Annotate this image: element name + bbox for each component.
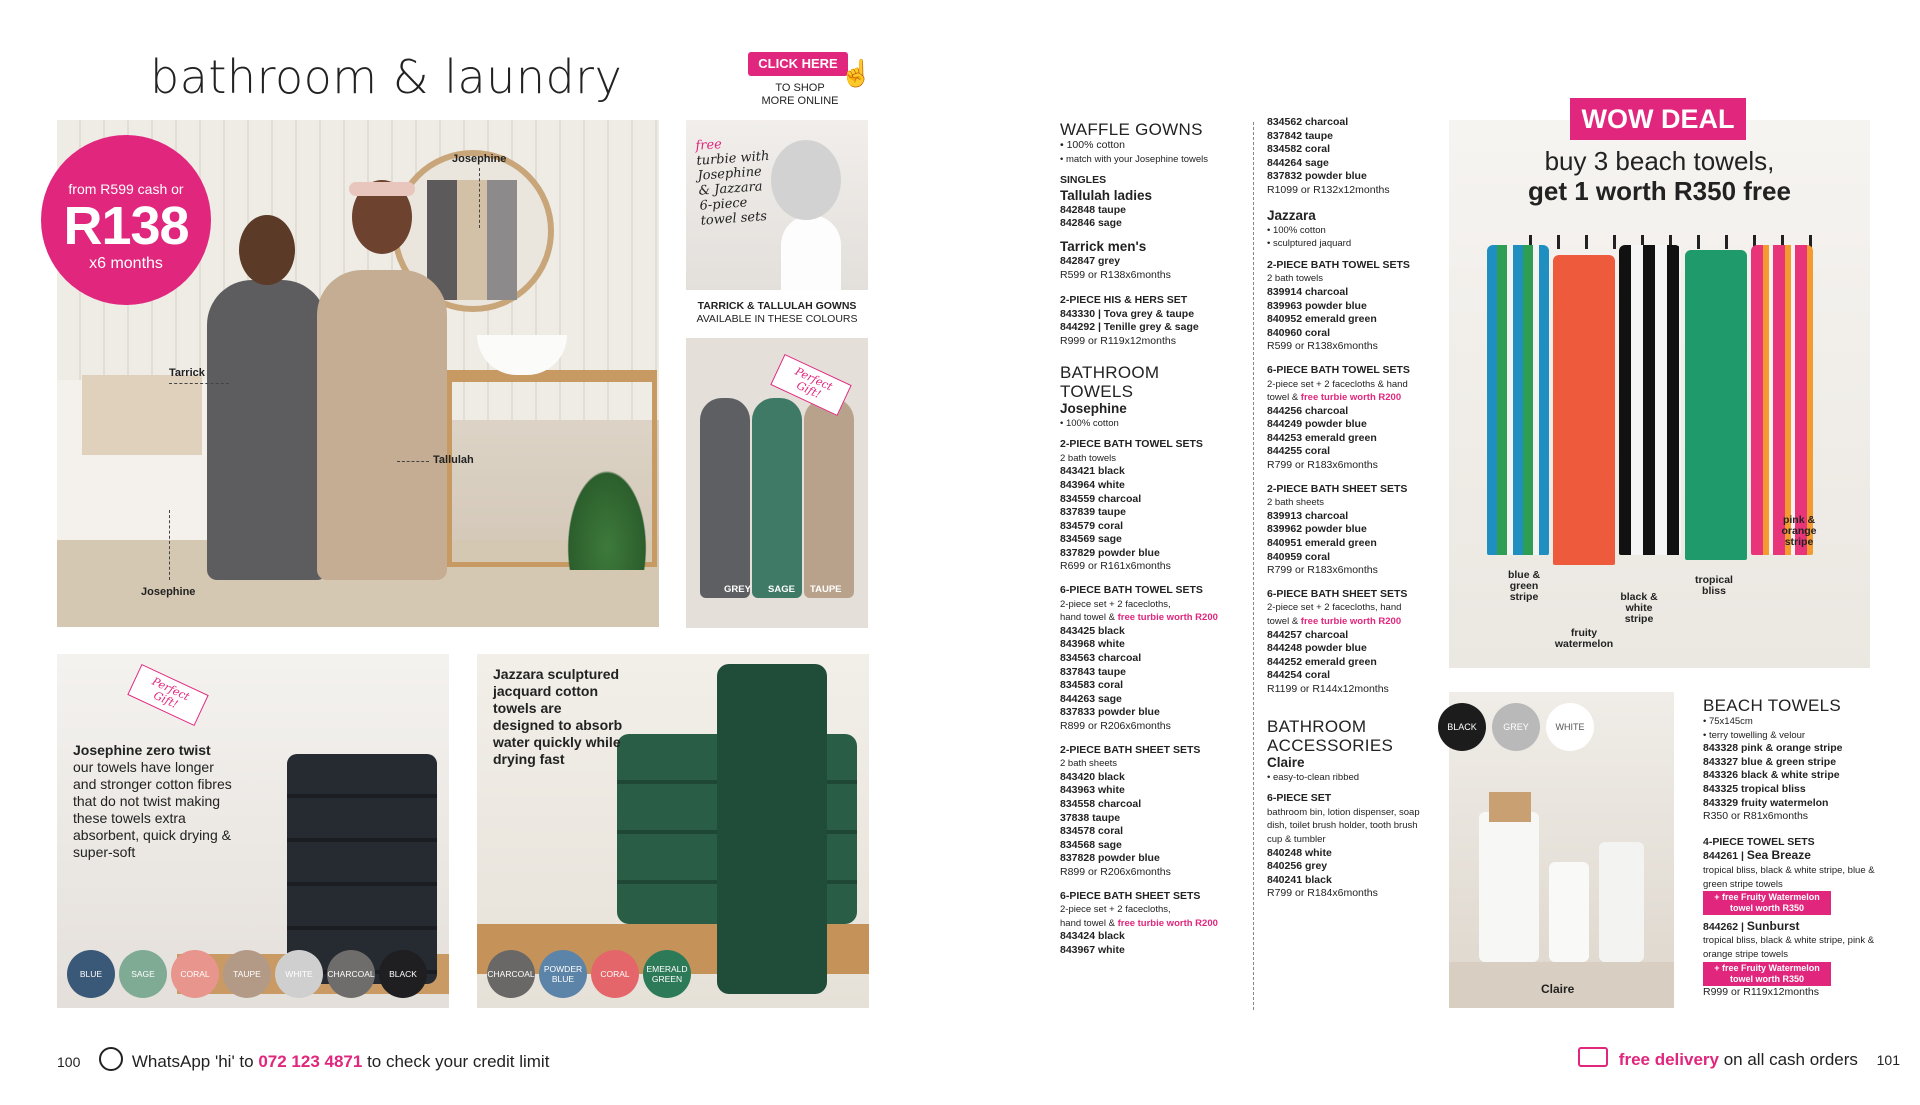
wow-deal-offer xyxy=(1449,146,1870,206)
swatch-charcoal: CHARCOAL xyxy=(327,950,375,998)
set-sub: tropical bliss, black & white stripe, blue & green stripe towels xyxy=(1703,864,1875,890)
accessories-heading-1: BATHROOM xyxy=(1267,716,1367,736)
pointer-hand-icon: ☝ xyxy=(840,58,873,88)
gowns-caption xyxy=(686,300,868,326)
product-code: 844264 sage xyxy=(1267,156,1329,169)
model-shoulders xyxy=(781,215,841,290)
gown-label-grey: GREY xyxy=(724,584,751,595)
sunburst-name: Sunburst xyxy=(1746,918,1800,933)
whatsapp-icon xyxy=(99,1047,123,1071)
gown-sage xyxy=(752,398,802,598)
turbie-photo xyxy=(686,120,868,290)
sunburst-line xyxy=(1703,920,1878,935)
product-code: 844255 coral xyxy=(1267,445,1331,458)
singles-heading: SINGLES xyxy=(1060,174,1107,187)
set-heading: 2-PIECE BATH TOWEL SETS xyxy=(1267,258,1410,271)
josephine-desc-body: our towels have longer and stronger cotton fibres that do not twist making these towels extra absorbent, quick drying & super-soft xyxy=(73,759,232,860)
jazzara-towels-photo xyxy=(477,654,869,1008)
gowns-caption-2: AVAILABLE IN THESE COLOURS xyxy=(696,313,858,325)
product-code: 834562 charcoal xyxy=(1267,116,1349,128)
swatch-powder-blue: POWDER BLUE xyxy=(539,950,587,998)
bullet: • sculptured jaquard xyxy=(1267,238,1352,250)
jazzara-description: Jazzara sculptured jacquard cotton towels are designed to absorb water quickly while drying fast xyxy=(493,666,623,767)
shop-note-line-1: TO SHOP xyxy=(775,82,825,94)
set-sub-text: towel & xyxy=(1267,616,1299,627)
label-tarrick: Tarrick xyxy=(169,367,205,379)
label-josephine-top: Josephine xyxy=(452,153,507,165)
product-code: 844248 powder blue xyxy=(1267,642,1367,655)
label-tropical: tropical bliss xyxy=(1695,574,1733,597)
set-heading: 2-PIECE BATH TOWEL SETS xyxy=(1060,438,1203,451)
product-code: 843421 black xyxy=(1060,465,1125,478)
set-heading: 4-PIECE TOWEL SETS xyxy=(1703,835,1815,848)
bullet: • 100% cotton xyxy=(1267,224,1326,236)
product-code: 834558 charcoal xyxy=(1060,797,1142,810)
product-code: 843325 tropical bliss xyxy=(1703,782,1806,795)
towel-tropical-bliss xyxy=(1685,250,1747,560)
swatch-sage: SAGE xyxy=(119,950,167,998)
swatch-black: BLACK xyxy=(379,950,427,998)
label-josephine-bottom: Josephine xyxy=(141,586,196,598)
turbie-line: towel sets xyxy=(700,209,768,229)
swatch-black: BLACK xyxy=(1438,703,1486,751)
wow-line-1: buy 3 beach towels, xyxy=(1544,146,1775,176)
product-code: 843330 | Tova grey & taupe xyxy=(1060,307,1195,320)
product-code: 834582 coral xyxy=(1267,143,1331,156)
price: R699 or R161x6months xyxy=(1060,560,1171,573)
product-code: 844263 sage xyxy=(1060,692,1122,705)
product-code: 839962 powder blue xyxy=(1267,523,1367,536)
callout-line xyxy=(169,383,229,384)
product-code: 834579 coral xyxy=(1060,519,1124,532)
set-sub: 2-piece set + 2 facecloths, xyxy=(1060,598,1171,610)
free-turbie-highlight: free turbie worth R200 xyxy=(1117,612,1218,624)
product-code: 837828 powder blue xyxy=(1060,852,1160,865)
product-code: 844262 | xyxy=(1703,920,1744,933)
beach-towels-heading: BEACH TOWELS xyxy=(1703,696,1842,715)
label-tallulah: Tallulah xyxy=(433,454,474,466)
product-code: 844256 charcoal xyxy=(1267,404,1349,417)
callout-line xyxy=(397,461,429,462)
set-heading: 2-PIECE BATH SHEET SETS xyxy=(1060,743,1201,756)
price: R799 or R183x6months xyxy=(1267,564,1378,577)
set-sub: 2 bath towels xyxy=(1060,452,1116,464)
swatch-emerald-green: EMERALD GREEN xyxy=(643,950,691,998)
product-code: 834568 sage xyxy=(1060,838,1122,851)
josephine-description xyxy=(73,742,233,861)
product-code: 834569 sage xyxy=(1060,533,1122,546)
free-towel-badge: + free Fruity Watermelon towel worth R350 xyxy=(1703,962,1831,986)
set-sub: 2-piece set + 2 facecloths, xyxy=(1060,904,1171,916)
price: R599 or R138x6months xyxy=(1060,268,1171,281)
bathroom-towels-heading-1: BATHROOM xyxy=(1060,362,1160,382)
set-sub-text: towel & xyxy=(1267,392,1299,404)
price-months: x6 months xyxy=(89,255,163,272)
whatsapp-pre: WhatsApp 'hi' to xyxy=(131,1052,254,1071)
jazzara-heading: Jazzara xyxy=(1267,207,1316,223)
product-column-2 xyxy=(1267,116,1432,901)
column-divider xyxy=(1253,122,1254,1010)
turbie-offer xyxy=(695,133,781,228)
set-sub-text: hand towel & xyxy=(1060,917,1115,929)
page-number-left: 100 xyxy=(57,1054,81,1070)
shop-note-line-2: MORE ONLINE xyxy=(761,95,839,107)
swatch-blue: BLUE xyxy=(67,950,115,998)
folded-towel xyxy=(82,375,202,455)
green-hanging-towel xyxy=(717,664,827,994)
product-code: 840960 coral xyxy=(1267,326,1331,339)
product-code: 842848 taupe xyxy=(1060,203,1126,216)
gown-taupe xyxy=(804,398,854,598)
product-code: 843329 fruity watermelon xyxy=(1703,796,1829,809)
product-code: 837843 taupe xyxy=(1060,665,1126,678)
product-code: 37838 taupe xyxy=(1060,811,1121,824)
label-black-white: black & white stripe xyxy=(1620,591,1658,625)
callout-line xyxy=(169,510,170,580)
tumbler xyxy=(1599,842,1644,962)
tallulah-heading: Tallulah ladies xyxy=(1060,187,1153,203)
label-blue-green: blue & green stripe xyxy=(1507,569,1541,603)
set-sub xyxy=(1267,391,1432,405)
bullet: • 100% cotton xyxy=(1060,139,1125,151)
gowns-colours-photo xyxy=(686,338,868,628)
swatch-coral: CORAL xyxy=(171,950,219,998)
bin-lid xyxy=(1489,792,1531,822)
black-towel-stack xyxy=(287,754,437,984)
product-code: 844292 | Tenille grey & sage xyxy=(1060,321,1199,334)
sea-breaze-name: Sea Breaze xyxy=(1746,848,1811,863)
towel-fruity-watermelon xyxy=(1553,255,1615,565)
beach-towels-column xyxy=(1703,692,1878,1000)
product-code: 844261 | xyxy=(1703,850,1744,863)
turbie-free: free xyxy=(694,137,723,154)
product-code: 843326 black & white stripe xyxy=(1703,769,1840,782)
product-code: 840952 emerald green xyxy=(1267,313,1377,326)
turbie-line: Josephine xyxy=(697,164,763,184)
product-code: 844253 emerald green xyxy=(1267,431,1377,444)
price: R599 or R138x6months xyxy=(1267,340,1378,353)
josephine-towels-photo xyxy=(57,654,449,1008)
plant xyxy=(562,460,652,570)
product-code: 844257 charcoal xyxy=(1267,628,1349,641)
bullet: • easy-to-clean ribbed xyxy=(1267,771,1360,783)
product-code: 842847 grey xyxy=(1060,254,1121,267)
label-fruity: fruity watermelon xyxy=(1554,627,1614,650)
sea-breaze-line xyxy=(1703,849,1878,864)
product-code: 839963 powder blue xyxy=(1267,299,1367,312)
swatch-taupe: TAUPE xyxy=(223,950,271,998)
price-from: from R599 cash or xyxy=(68,181,184,197)
product-code: 844252 emerald green xyxy=(1267,655,1377,668)
accessories-heading-2: ACCESSORIES xyxy=(1267,735,1394,755)
grey-gown-model xyxy=(207,280,327,580)
swatch-white: WHITE xyxy=(275,950,323,998)
set-sub xyxy=(1267,615,1432,629)
price-badge xyxy=(41,135,211,305)
product-code: 834583 coral xyxy=(1060,679,1124,692)
product-code: 840241 black xyxy=(1267,873,1332,886)
price: R1199 or R144x12months xyxy=(1267,682,1389,695)
product-code: 834578 coral xyxy=(1060,825,1124,838)
towel-blue-green xyxy=(1487,245,1549,555)
free-turbie-highlight: free turbie worth R200 xyxy=(1300,392,1402,404)
set-sub: 2-piece set + 2 facecloths, hand xyxy=(1267,602,1402,614)
set-sub-text: hand towel & xyxy=(1060,612,1115,624)
product-code: 843420 black xyxy=(1060,770,1125,783)
product-code: 834563 charcoal xyxy=(1060,652,1142,665)
model-head xyxy=(239,215,295,285)
set-sub xyxy=(1060,917,1245,931)
bullet: • 75x145cm xyxy=(1703,716,1753,727)
set-sub xyxy=(1060,611,1245,625)
product-code: 837833 powder blue xyxy=(1060,706,1160,719)
callout-line xyxy=(479,168,480,228)
page-title: bathroom & laundry xyxy=(150,50,623,104)
claire-heading: Claire xyxy=(1267,754,1305,770)
bathroom-towels-heading-2: TOWELS xyxy=(1060,381,1134,401)
towel-pink-orange xyxy=(1751,245,1813,555)
bullet: • terry towelling & velour xyxy=(1703,729,1806,741)
product-code: 839913 charcoal xyxy=(1267,509,1349,522)
price: R899 or R206x6months xyxy=(1060,720,1171,732)
turbie-line: 6-piece xyxy=(699,195,748,214)
product-code: 837832 powder blue xyxy=(1267,170,1367,183)
waffle-gowns-heading: WAFFLE GOWNS xyxy=(1060,120,1203,139)
towel-black-white xyxy=(1619,245,1681,555)
gown-grey xyxy=(700,398,750,598)
product-code: 843967 white xyxy=(1060,943,1125,956)
perfect-gift-tag: Perfect Gift! xyxy=(770,354,851,416)
set-heading: 6-PIECE SET xyxy=(1267,792,1332,805)
set-heading: 6-PIECE BATH SHEET SETS xyxy=(1060,889,1201,902)
josephine-desc-title: Josephine zero twist xyxy=(73,742,211,758)
free-turbie-highlight: free turbie worth R200 xyxy=(1300,616,1402,627)
set-sub: 2 bath sheets xyxy=(1267,497,1325,509)
price: R1099 or R132x12months xyxy=(1267,183,1390,196)
gowns-caption-1: TARRICK & TALLULAH GOWNS xyxy=(697,300,857,312)
taupe-gown-model xyxy=(317,270,447,580)
product-code: 837842 taupe xyxy=(1267,129,1333,142)
price: R799 or R184x6months xyxy=(1267,887,1378,900)
gown-label-sage: SAGE xyxy=(768,584,795,595)
set-sub: 2 bath sheets xyxy=(1060,758,1118,770)
swatch-white: WHITE xyxy=(1546,703,1594,751)
product-column-1 xyxy=(1060,116,1245,958)
product-code: 843964 white xyxy=(1060,478,1125,491)
product-code: 834559 charcoal xyxy=(1060,492,1142,505)
set-sub: 2-piece set + 2 facecloths & hand xyxy=(1267,378,1408,390)
set-heading: 6-PIECE BATH TOWEL SETS xyxy=(1060,584,1203,597)
set-sub: tropical bliss, black & white stripe, pink & orange stripe towels xyxy=(1703,935,1875,960)
click-here-button[interactable]: CLICK HERE xyxy=(748,52,848,76)
hanging-towels xyxy=(427,180,517,300)
tarrick-heading: Tarrick men's xyxy=(1060,238,1147,254)
swatch-coral: CORAL xyxy=(591,950,639,998)
product-code: 840959 coral xyxy=(1267,550,1331,563)
set-sub: bathroom bin, lotion dispenser, soap dish, toilet brush holder, tooth brush cup & tumbler xyxy=(1267,806,1420,845)
page-number-right: 101 xyxy=(1876,1052,1900,1068)
price: R999 or R119x12months xyxy=(1703,986,1819,999)
product-code: 843968 white xyxy=(1060,638,1125,651)
wow-line-2: get 1 worth R350 free xyxy=(1528,176,1791,206)
bin xyxy=(1479,812,1539,962)
product-code: 843327 blue & green stripe xyxy=(1703,755,1837,768)
turbie-line: turbie with xyxy=(696,148,770,169)
product-code: 839914 charcoal xyxy=(1267,285,1349,298)
footer-left xyxy=(57,1047,549,1072)
product-code: 843424 black xyxy=(1060,930,1125,943)
product-code: 840951 emerald green xyxy=(1267,537,1377,550)
footer-right xyxy=(1578,1047,1900,1070)
price: R999 or R119x12months xyxy=(1060,334,1176,347)
set-heading: 6-PIECE BATH TOWEL SETS xyxy=(1267,363,1410,376)
headband xyxy=(349,182,415,196)
product-code: 844254 coral xyxy=(1267,669,1331,682)
accessories-label: Claire xyxy=(1541,982,1575,996)
product-code: 843963 white xyxy=(1060,784,1125,797)
delivery-note: on all cash orders xyxy=(1723,1050,1858,1069)
price: R899 or R206x6months xyxy=(1060,865,1171,878)
product-code: 840248 white xyxy=(1267,846,1332,859)
dispenser xyxy=(1549,862,1589,962)
free-delivery: free delivery xyxy=(1618,1050,1719,1069)
set-heading: 2-PIECE HIS & HERS SET xyxy=(1060,294,1188,307)
perfect-gift-tag: Perfect Gift! xyxy=(127,664,208,726)
price-big: R138 xyxy=(63,196,189,256)
product-code: 842846 sage xyxy=(1060,217,1122,230)
product-code: 837839 taupe xyxy=(1060,506,1126,519)
price: R350 or R81x6months xyxy=(1703,810,1809,823)
set-sub: 2 bath towels xyxy=(1267,273,1323,285)
bullet: • match with your Josephine towels xyxy=(1060,153,1209,165)
turbie-line: & Jazzara xyxy=(698,179,764,199)
delivery-truck-icon xyxy=(1578,1047,1608,1067)
free-turbie-highlight: free turbie worth R200 xyxy=(1117,917,1218,929)
free-towel-badge: + free Fruity Watermelon towel worth R350 xyxy=(1703,891,1831,915)
price: R799 or R183x6months xyxy=(1267,459,1378,472)
turbie-wrap xyxy=(771,140,841,220)
swatch-charcoal: CHARCOAL xyxy=(487,950,535,998)
shop-online-note xyxy=(740,82,860,108)
whatsapp-number[interactable]: 072 123 4871 xyxy=(258,1052,363,1071)
swatch-grey: GREY xyxy=(1492,703,1540,751)
product-code: 843425 black xyxy=(1060,624,1125,637)
product-code: 844249 powder blue xyxy=(1267,418,1367,431)
label-pink-orange: pink & orange stripe xyxy=(1781,514,1817,548)
gown-label-taupe: TAUPE xyxy=(810,584,842,595)
josephine-heading: Josephine xyxy=(1060,400,1127,416)
product-code: 843328 pink & orange stripe xyxy=(1703,742,1843,755)
product-code: 837829 powder blue xyxy=(1060,546,1160,559)
bullet: • 100% cotton xyxy=(1060,417,1119,429)
whatsapp-post: to check your credit limit xyxy=(367,1052,550,1071)
wow-deal-badge: WOW DEAL xyxy=(1570,98,1746,140)
set-heading: 2-PIECE BATH SHEET SETS xyxy=(1267,482,1408,495)
set-heading: 6-PIECE BATH SHEET SETS xyxy=(1267,587,1408,600)
product-code: 840256 grey xyxy=(1267,860,1328,873)
